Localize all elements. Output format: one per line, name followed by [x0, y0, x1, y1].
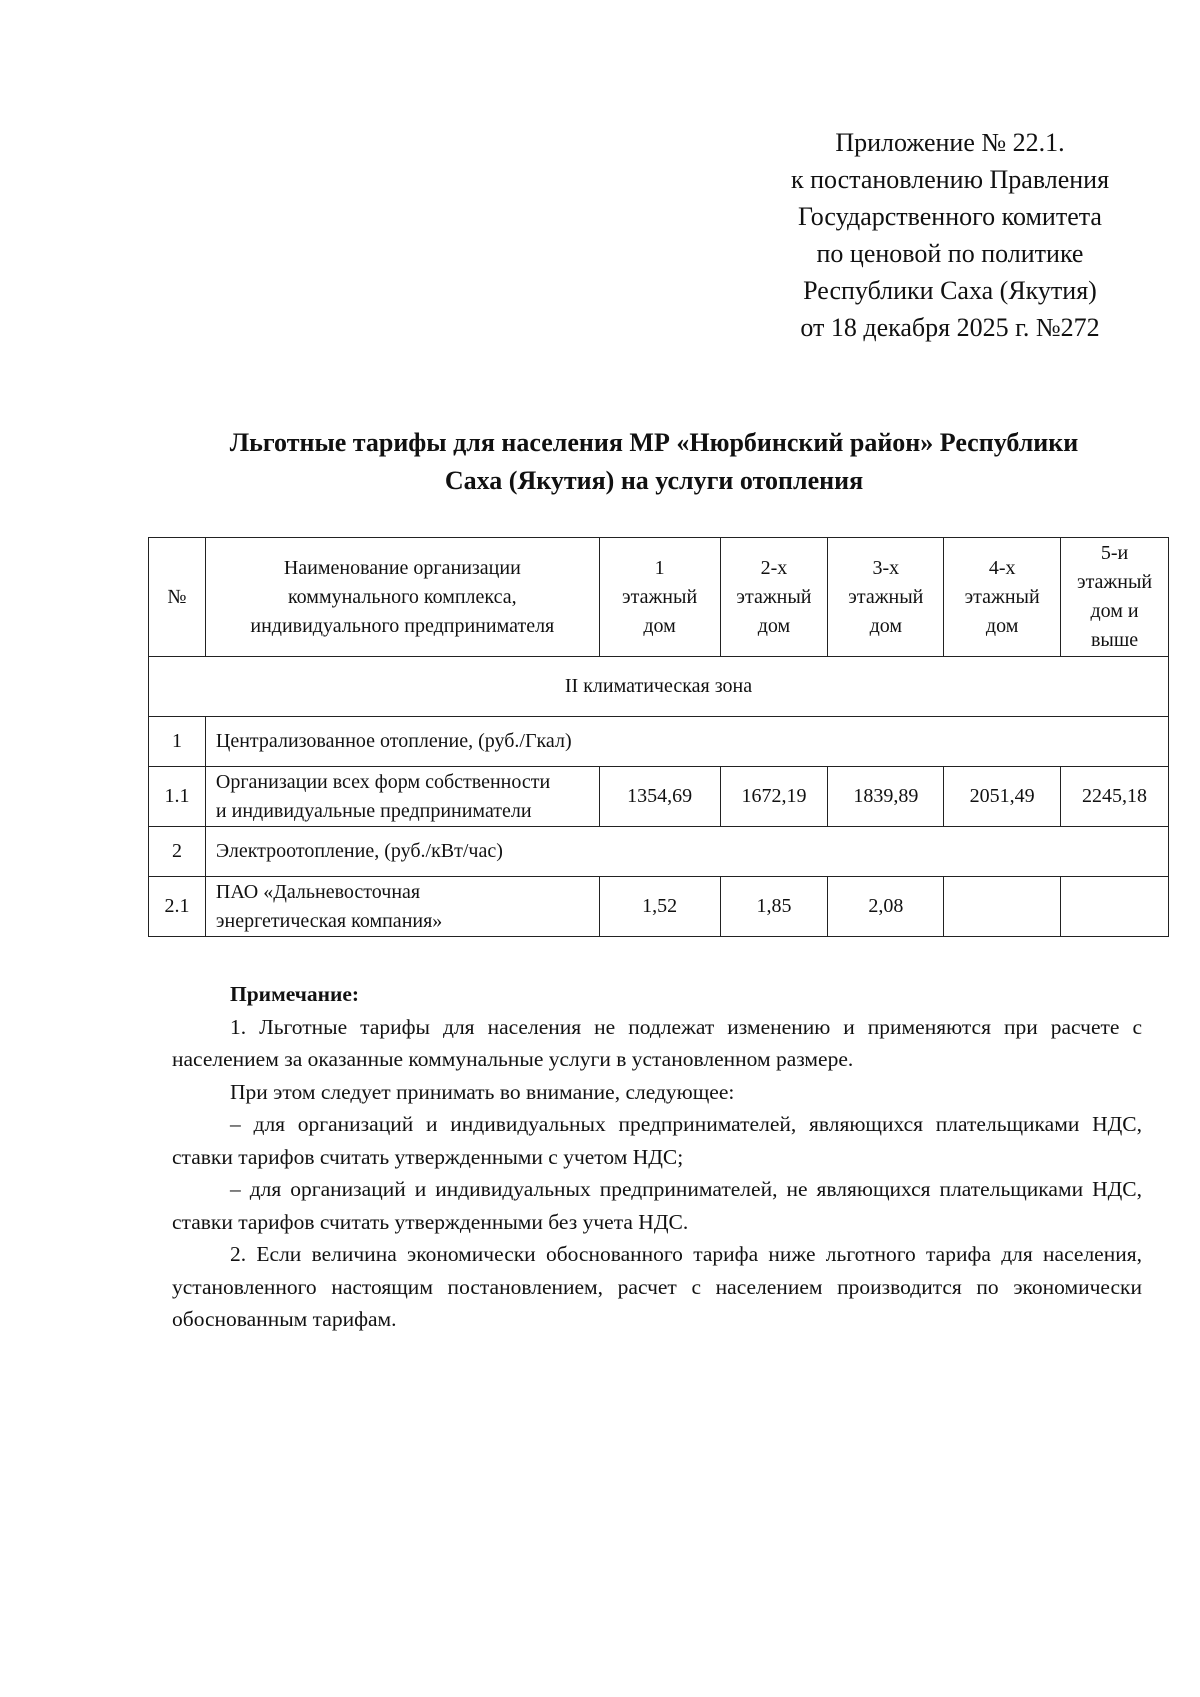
table-header-row	[149, 538, 1169, 657]
zone-label: II климатическая зона	[149, 657, 1169, 717]
row-name-line: и индивидуальные предприниматели	[215, 799, 532, 822]
tariff-value	[1061, 877, 1169, 937]
group-label: Электроотопление, (руб./кВт/час)	[205, 827, 1168, 877]
notes-block	[172, 978, 1142, 1336]
tariff-value: 1354,69	[599, 767, 720, 827]
header-col4	[944, 538, 1061, 657]
header-line: этажный	[622, 585, 698, 608]
appendix-line: к постановлению Правления	[790, 165, 1110, 194]
appendix-line: от 18 декабря 2025 г. №272	[800, 313, 1100, 342]
note-paragraph: – для организаций и индивидуальных предпринимателей, не являющихся плательщиками НДС, ставки тарифов считать утвержденными без учета НДС.	[172, 1177, 1142, 1234]
header-line: этажный	[964, 585, 1040, 608]
header-line: 2-х	[760, 556, 788, 579]
row-num: 1.1	[149, 767, 206, 827]
header-line: 1	[654, 556, 665, 579]
tariff-value: 1672,19	[720, 767, 828, 827]
appendix-line: Приложение № 22.1.	[835, 128, 1065, 157]
header-col1	[599, 538, 720, 657]
tariff-value: 2051,49	[944, 767, 1061, 827]
header-num: №	[149, 538, 206, 657]
note-paragraph: 1. Льготные тарифы для населения не подлежат изменению и применяются при расчете с населением за оказанные коммунальные услуги в установленном размере.	[172, 1014, 1142, 1071]
note-paragraph: 2. Если величина экономически обоснованного тарифа ниже льготного тарифа для населения, установленного настоящим постановлением, расчет с населением производится по экономически обоснованным тарифам.	[172, 1242, 1142, 1331]
header-col2	[720, 538, 828, 657]
table-row	[149, 767, 1169, 827]
document-title	[148, 424, 1160, 500]
tariff-value: 2,08	[828, 877, 944, 937]
group-num: 1	[149, 717, 206, 767]
tariff-value: 2245,18	[1061, 767, 1169, 827]
notes-heading: Примечание:	[230, 982, 360, 1006]
note-paragraph: При этом следует принимать во внимание, следующее:	[230, 1079, 735, 1104]
title-line: Саха (Якутия) на услуги отопления	[444, 466, 864, 495]
header-line: этажный	[736, 585, 812, 608]
header-name	[205, 538, 599, 657]
header-line: дом и	[1090, 600, 1139, 622]
header-col3	[828, 538, 944, 657]
appendix-line: по ценовой по политике	[816, 239, 1084, 268]
group-label: Централизованное отопление, (руб./Гкал)	[205, 717, 1168, 767]
row-num: 2.1	[149, 877, 206, 937]
tariff-value	[944, 877, 1061, 937]
appendix-line: Государственного комитета	[798, 202, 1102, 231]
tariff-value: 1,52	[599, 877, 720, 937]
row-name	[205, 877, 599, 937]
row-name-line: ПАО «Дальневосточная	[215, 880, 421, 903]
appendix-block	[760, 124, 1140, 346]
header-line: этажный	[1076, 571, 1153, 593]
tariff-table	[148, 537, 1169, 937]
header-line: дом	[985, 614, 1019, 637]
tariff-value: 1,85	[720, 877, 828, 937]
row-name	[205, 767, 599, 827]
header-line: 5-и	[1100, 542, 1129, 564]
tariff-value: 1839,89	[828, 767, 944, 827]
header-col5	[1061, 538, 1169, 657]
table-row	[149, 877, 1169, 937]
title-line: Льготные тарифы для населения МР «Нюрбинский район» Республики	[229, 428, 1079, 457]
group-row	[149, 827, 1169, 877]
header-line: 3-х	[872, 556, 900, 579]
group-row	[149, 717, 1169, 767]
row-name-line: энергетическая компания»	[215, 909, 443, 932]
note-paragraph: – для организаций и индивидуальных предпринимателей, являющихся плательщиками НДС, ставки тарифов считать утвержденными с учетом НДС;	[172, 1112, 1142, 1169]
zone-row	[149, 657, 1169, 717]
header-line: 4-х	[988, 556, 1016, 579]
header-name-line: коммунального комплекса,	[287, 585, 517, 608]
appendix-line: Республики Саха (Якутия)	[803, 276, 1097, 305]
header-line: выше	[1090, 629, 1139, 651]
header-line: дом	[757, 614, 791, 637]
header-name-line: индивидуального предпринимателя	[250, 614, 555, 637]
header-line: дом	[869, 614, 903, 637]
header-line: дом	[643, 614, 676, 637]
header-name-line: Наименование организации	[283, 556, 521, 579]
row-name-line: Организации всех форм собственности	[215, 770, 551, 793]
group-num: 2	[149, 827, 206, 877]
header-line: этажный	[848, 585, 924, 608]
